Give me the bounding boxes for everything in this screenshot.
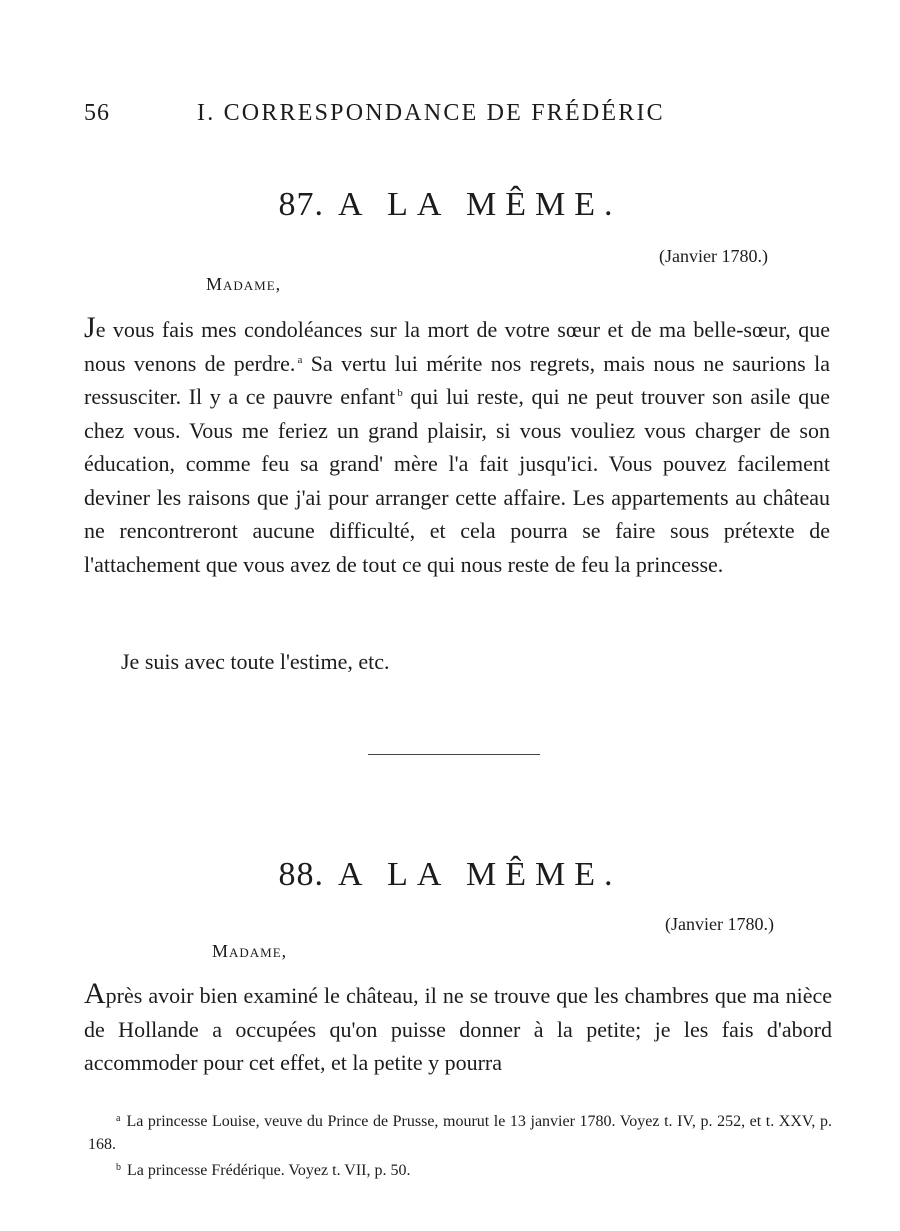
initial-letter: J (84, 311, 96, 344)
section-divider (368, 754, 540, 755)
running-title: I. CORRESPONDANCE DE FRÉDÉRIC (197, 100, 665, 126)
footnote-mark: b (116, 1162, 121, 1173)
letter-heading: A LA MÊME. (337, 186, 622, 223)
body-part: près avoir bien examiné le château, il ne se trouve que les chambres que ma nièce de Hollande a occupées qu'on puisse donner à la petite; je les fais d'abord accommoder pour cet effet, et la petite y pourra (84, 983, 832, 1075)
letter-88-title (0, 856, 900, 894)
body-part: Sa vertu lui mérite nos regrets, mais nous ne saurions la ressusciter. Il y a ce pauvre enfant (84, 350, 830, 409)
footnotes (88, 1107, 832, 1182)
initial-letter: A (84, 977, 106, 1010)
footnote-mark: a (116, 1113, 121, 1124)
page-number: 56 (84, 100, 110, 126)
letter-87-body (84, 313, 830, 581)
letter-88-date: (Janvier 1780.) (665, 914, 774, 934)
letter-87-title (0, 186, 900, 224)
letter-heading: A LA MÊME. (337, 856, 622, 893)
footnote-ref-a: a (297, 353, 303, 366)
footnote-b (88, 1156, 832, 1182)
letter-number: 88. (278, 856, 324, 893)
letter-88-body (84, 979, 832, 1080)
letter-87-date: (Janvier 1780.) (659, 246, 768, 266)
footnote-text: La princesse Louise, veuve du Prince de Prusse, mourut le 13 janvier 1780. Voyez t. IV, p. 252, et t. XXV, p. 168. (88, 1113, 832, 1153)
letter-number: 87. (278, 186, 324, 223)
letter-87-closing: Je suis avec toute l'estime, etc. (121, 649, 390, 674)
footnote-text: La princesse Frédérique. Voyez t. VII, p. 50. (127, 1162, 411, 1179)
letter-87-salutation: Madame, (206, 274, 282, 294)
body-part: qui lui reste, qui ne peut trouver son asile que chez vous. Vous me feriez un grand plaisir, si vous vouliez vous charger de son éducation, comme feu sa grand' mère l'a fait jusqu'ici. Vous pouvez facilement deviner les raisons que j'ai pour arranger cette affaire. Les appartements au château ne rencontreront aucune difficulté, et cela pourra se faire sous prétexte de l'attachement que vous avez de tout ce qui nous reste de feu la princesse. (84, 384, 830, 577)
letter-88-salutation: Madame, (212, 941, 288, 961)
footnote-ref-b: b (397, 387, 403, 399)
body-part: e vous fais mes condoléances sur la mort de votre sœur et de ma belle-sœur, que nous venons de perdre. (84, 317, 830, 376)
footnote-a (88, 1107, 832, 1156)
